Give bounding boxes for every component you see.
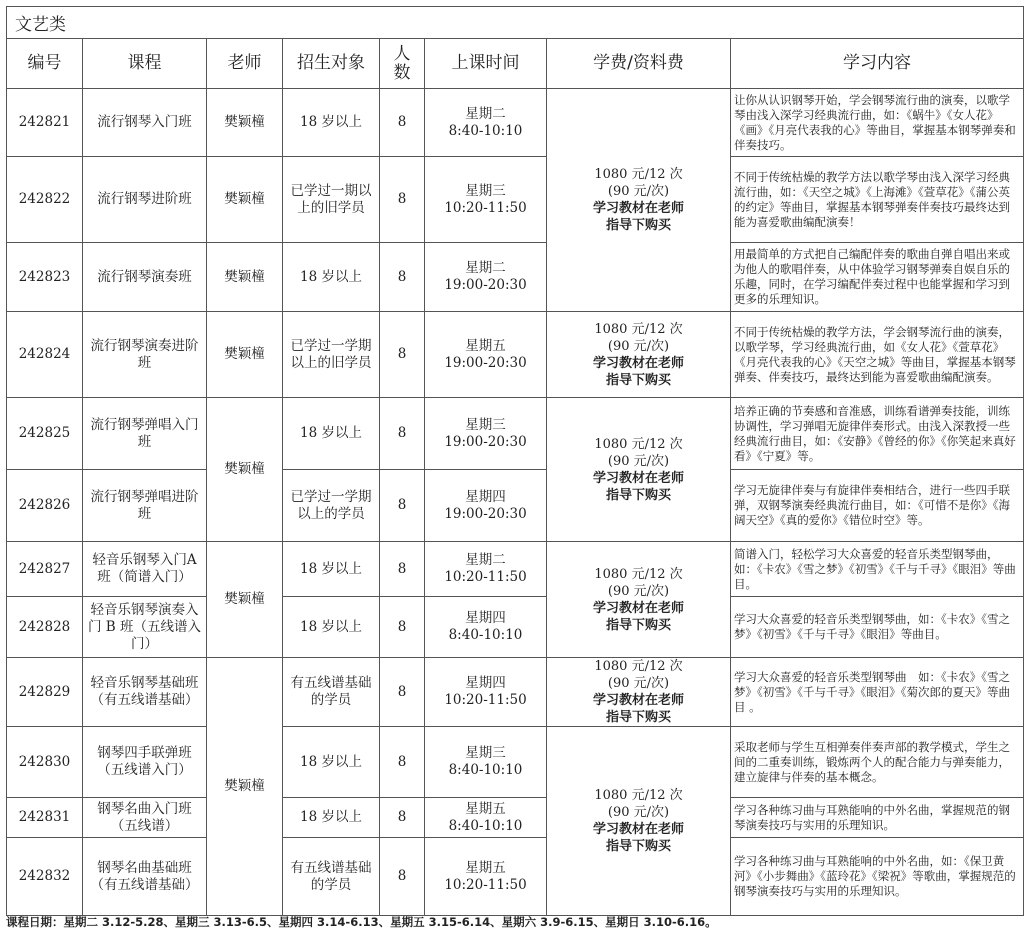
- header-teacher: 老师: [207, 39, 283, 89]
- day-label: 星期五: [465, 859, 506, 876]
- fee-line1: 1080 元/12 次: [594, 321, 683, 337]
- target-cell: 18 岁以上: [283, 597, 380, 658]
- time-cell: [425, 312, 547, 398]
- course-name: 轻音乐钢琴基础班（有五线谱基础）: [83, 658, 207, 727]
- count-cell: 8: [380, 727, 425, 798]
- fee-cell: [547, 89, 731, 312]
- table-row: [7, 658, 1024, 727]
- count-cell: 8: [380, 798, 425, 838]
- target-cell: 已学过一学期以上的学员: [283, 470, 380, 542]
- header-time: 上课时间: [425, 39, 547, 89]
- time-cell: [425, 470, 547, 542]
- course-code: 242827: [7, 542, 83, 597]
- teacher-cell: 樊颖橦: [207, 89, 283, 157]
- count-cell: 8: [380, 658, 425, 727]
- header-row: [7, 39, 1024, 89]
- fee-line4: 指导下购买: [605, 372, 671, 388]
- table-row: [7, 398, 1024, 470]
- time-label: 10:20-11:50: [444, 692, 527, 708]
- day-label: 星期三: [465, 745, 506, 761]
- course-name: 流行钢琴入门班: [83, 89, 207, 157]
- content-cell: 简谱入门，轻松学习大众喜爱的轻音乐类型钢琴曲，如：《卡农》《雪之梦》《初雪》《千与千寻》《眼泪》等曲目。: [731, 542, 1024, 597]
- day-label: 星期三: [465, 416, 506, 433]
- fee-cell: [547, 658, 731, 727]
- fee-cell: [547, 727, 731, 916]
- teacher-cell: 樊颖橦: [207, 243, 283, 312]
- time-label: 8:40-10:10: [448, 762, 523, 778]
- table-row: [7, 838, 1024, 916]
- course-code: 242825: [7, 398, 83, 470]
- course-name: 轻音乐钢琴入门A 班（简谱入门）: [83, 542, 207, 597]
- time-label: 10:20-11:50: [444, 876, 527, 893]
- count-cell: 8: [380, 597, 425, 658]
- course-code: 242826: [7, 470, 83, 542]
- course-name: 流行钢琴弹唱进阶班: [83, 470, 207, 542]
- day-label: 星期四: [465, 488, 506, 505]
- fee-line3: 学习教材在老师: [592, 470, 684, 486]
- header-content: 学习内容: [731, 39, 1024, 89]
- fee-line4: 指导下购买: [605, 617, 671, 633]
- time-cell: [425, 542, 547, 597]
- target-cell: 18 岁以上: [283, 243, 380, 312]
- time-cell: [425, 597, 547, 658]
- fee-line3: 学习教材在老师: [592, 201, 684, 216]
- day-label: 星期四: [465, 675, 506, 691]
- target-cell: 18 岁以上: [283, 542, 380, 597]
- content-cell: 用最简单的方式把自己编配伴奏的歌曲自弹自唱出来或为他人的歌唱伴奏，从中体验学习钢琴弹奏自娱自乐的乐趣，同时，在学习编配伴奏过程中也能掌握和学习到更多的乐理知识。: [731, 243, 1024, 312]
- content-cell: 让你从认识钢琴开始，学会钢琴流行曲的演奏，以歌学琴由浅入深学习经典流行曲，如：《蜗牛》《女人花》《画》《月亮代表我的心》等曲目，掌握基本钢琴弹奏和伴奏技巧。: [731, 89, 1024, 157]
- course-name: 流行钢琴弹唱入门班: [83, 398, 207, 470]
- course-schedule-table: [6, 6, 1024, 916]
- fee-line4: 指导下购买: [605, 710, 671, 725]
- course-code: 242829: [7, 658, 83, 727]
- course-code: 242823: [7, 243, 83, 312]
- count-cell: 8: [380, 312, 425, 398]
- time-cell: [425, 89, 547, 157]
- fee-line2: (90 元/次): [607, 453, 670, 469]
- header-count-line2: 数: [393, 62, 411, 83]
- fee-line3: 学习教材在老师: [592, 600, 684, 616]
- fee-line4: 指导下购买: [605, 839, 671, 854]
- course-code: 242821: [7, 89, 83, 157]
- count-cell: 8: [380, 838, 425, 916]
- course-name: 流行钢琴进阶班: [83, 157, 207, 243]
- target-cell: 有五线谱基础的学员: [283, 838, 380, 916]
- course-code: 242824: [7, 312, 83, 398]
- time-label: 8:40-10:10: [448, 122, 523, 139]
- fee-line1: 1080 元/12 次: [594, 566, 683, 582]
- content-cell: 学习各种练习曲与耳熟能响的中外名曲，如：《保卫黄河》《小步舞曲》《蓝玲花》《梁祝》等歌曲，掌握规范的钢琴演奏技巧与实用的乐理知识。: [731, 838, 1024, 916]
- content-cell: 学习大众喜爱的轻音乐类型钢琴曲，如：《卡农》《雪之梦》《初雪》《千与千寻》《眼泪》等曲目。: [731, 597, 1024, 658]
- fee-cell: [547, 312, 731, 398]
- target-cell: 18 岁以上: [283, 727, 380, 798]
- content-cell: 学习大众喜爱的轻音乐类型钢琴曲 如：《卡农》《雪之梦》《初雪》《千与千寻》《眼泪》《菊次郎的夏天》等曲目 。: [731, 658, 1024, 727]
- fee-line1: 1080 元/12 次: [594, 436, 683, 452]
- time-cell: [425, 798, 547, 838]
- course-code: 242830: [7, 727, 83, 798]
- time-cell: [425, 243, 547, 312]
- fee-line4: 指导下购买: [605, 487, 671, 503]
- time-label: 19:00-20:30: [444, 433, 527, 450]
- teacher-cell: 樊颖橦: [207, 398, 283, 542]
- fee-cell: [547, 398, 731, 542]
- target-cell: 有五线谱基础的学员: [283, 658, 380, 727]
- content-cell: 学习各种练习曲与耳熟能响的中外名曲，掌握规范的钢琴演奏技巧与实用的乐理知识。: [731, 798, 1024, 838]
- time-label: 19:00-20:30: [444, 505, 527, 522]
- day-label: 星期二: [465, 552, 506, 568]
- table-row: [7, 597, 1024, 658]
- table-row: [7, 89, 1024, 157]
- table-row: [7, 542, 1024, 597]
- course-code: 242831: [7, 798, 83, 838]
- time-cell: [425, 658, 547, 727]
- time-cell: [425, 398, 547, 470]
- day-label: 星期五: [465, 800, 506, 817]
- table-row: [7, 798, 1024, 838]
- time-label: 19:00-20:30: [444, 354, 527, 371]
- day-label: 星期五: [465, 337, 506, 354]
- count-cell: 8: [380, 89, 425, 157]
- table-row: [7, 157, 1024, 243]
- course-name: 钢琴四手联弹班（五线谱入门）: [83, 727, 207, 798]
- fee-cell: [547, 542, 731, 658]
- table-row: [7, 312, 1024, 398]
- day-label: 星期二: [465, 105, 506, 122]
- course-code: 242832: [7, 838, 83, 916]
- teacher-cell: 樊颖橦: [207, 157, 283, 243]
- content-cell: 培养正确的节奏感和音准感，训练看谱弹奏技能，训练协调性，学习弹唱无旋律伴奏形式。由浅入深教授一些经典流行曲目，如：《安静》《曾经的你》《你笑起来真好看》《宁夏》等。: [731, 398, 1024, 470]
- time-label: 19:00-20:30: [444, 277, 527, 293]
- category-row: [7, 7, 1024, 39]
- target-cell: 已学过一期以上的旧学员: [283, 157, 380, 243]
- fee-line3: 学习教材在老师: [592, 822, 684, 837]
- time-cell: [425, 727, 547, 798]
- course-name: 流行钢琴演奏进阶班: [83, 312, 207, 398]
- day-label: 星期二: [465, 260, 506, 276]
- fee-line2: (90 元/次): [607, 583, 670, 599]
- count-cell: 8: [380, 157, 425, 243]
- course-code: 242828: [7, 597, 83, 658]
- day-label: 星期三: [465, 182, 506, 199]
- course-code: 242822: [7, 157, 83, 243]
- time-label: 10:20-11:50: [444, 569, 527, 585]
- teacher-cell: 樊颖橦: [207, 542, 283, 658]
- teacher-cell: 樊颖橦: [207, 658, 283, 916]
- fee-line2: (90 元/次): [607, 338, 670, 354]
- course-name: 轻音乐钢琴演奏入门 B 班（五线谱入门）: [83, 597, 207, 658]
- fee-line1: 1080 元/12 次: [594, 659, 683, 674]
- target-cell: 18 岁以上: [283, 89, 380, 157]
- count-cell: 8: [380, 398, 425, 470]
- fee-line3: 学习教材在老师: [592, 355, 684, 371]
- time-label: 8:40-10:10: [448, 627, 523, 643]
- fee-line1: 1080 元/12 次: [594, 167, 683, 182]
- fee-line4: 指导下购买: [605, 218, 671, 233]
- time-label: 10:20-11:50: [444, 199, 527, 216]
- course-name: 钢琴名曲基础班（有五线谱基础）: [83, 838, 207, 916]
- course-dates-footer: 课程日期：星期二 3.12-5.28、星期三 3.13-6.5、星期四 3.14-6.13、星期五 3.15-6.14、星期六 3.9-6.15、星期日 3.10-6.16。: [6, 915, 717, 929]
- count-cell: 8: [380, 542, 425, 597]
- header-target: 招生对象: [283, 39, 380, 89]
- header-course: 课程: [83, 39, 207, 89]
- table-row: [7, 243, 1024, 312]
- time-label: 8:40-10:10: [448, 817, 523, 834]
- content-cell: 采取老师与学生互相弹奏伴奏声部的教学模式，学生之间的二重奏训练，锻炼两个人的配合能力与弹奏能力，建立旋律与伴奏的基本概念。: [731, 727, 1024, 798]
- day-label: 星期四: [465, 610, 506, 626]
- table-row: [7, 470, 1024, 542]
- header-count: [380, 39, 425, 89]
- target-cell: 已学过一学期以上的旧学员: [283, 312, 380, 398]
- fee-line1: 1080 元/12 次: [594, 788, 683, 803]
- count-cell: 8: [380, 243, 425, 312]
- header-code: 编号: [7, 39, 83, 89]
- content-cell: 不同于传统枯燥的教学方法，学会钢琴流行曲的演奏，以歌学琴，学习经典流行曲，如《女人花》《萱草花》《月亮代表我的心》《天空之城》等曲目，掌握基本钢琴弹奏、伴奏技巧，最终达到能为喜爱歌曲编配演奏。: [731, 312, 1024, 398]
- header-count-line1: 人: [393, 43, 411, 64]
- fee-line2: (90 元/次): [607, 805, 670, 820]
- table-row: [7, 727, 1024, 798]
- fee-line2: (90 元/次): [607, 184, 670, 199]
- header-fee: 学费/资料费: [547, 39, 731, 89]
- fee-line2: (90 元/次): [607, 676, 670, 691]
- course-name: 钢琴名曲入门班（五线谱）: [83, 798, 207, 838]
- target-cell: 18 岁以上: [283, 398, 380, 470]
- category-title: 文艺类: [7, 7, 1024, 39]
- content-cell: 不同于传统枯燥的教学方法以歌学琴由浅入深学习经典流行曲，如：《天空之城》《上海滩》《萱草花》《蒲公英的约定》等曲目，掌握基本钢琴弹奏伴奏技巧最终达到能为喜爱歌曲编配演奏！: [731, 157, 1024, 243]
- time-cell: [425, 838, 547, 916]
- content-cell: 学习无旋律伴奏与有旋律伴奏相结合，进行一些四手联弹，双钢琴演奏经典流行曲目，如：《可惜不是你》《海阔天空》《真的爱你》《错位时空》等。: [731, 470, 1024, 542]
- teacher-cell: 樊颖橦: [207, 312, 283, 398]
- time-cell: [425, 157, 547, 243]
- count-cell: 8: [380, 470, 425, 542]
- fee-line3: 学习教材在老师: [592, 693, 684, 708]
- target-cell: 18 岁以上: [283, 798, 380, 838]
- course-name: 流行钢琴演奏班: [83, 243, 207, 312]
